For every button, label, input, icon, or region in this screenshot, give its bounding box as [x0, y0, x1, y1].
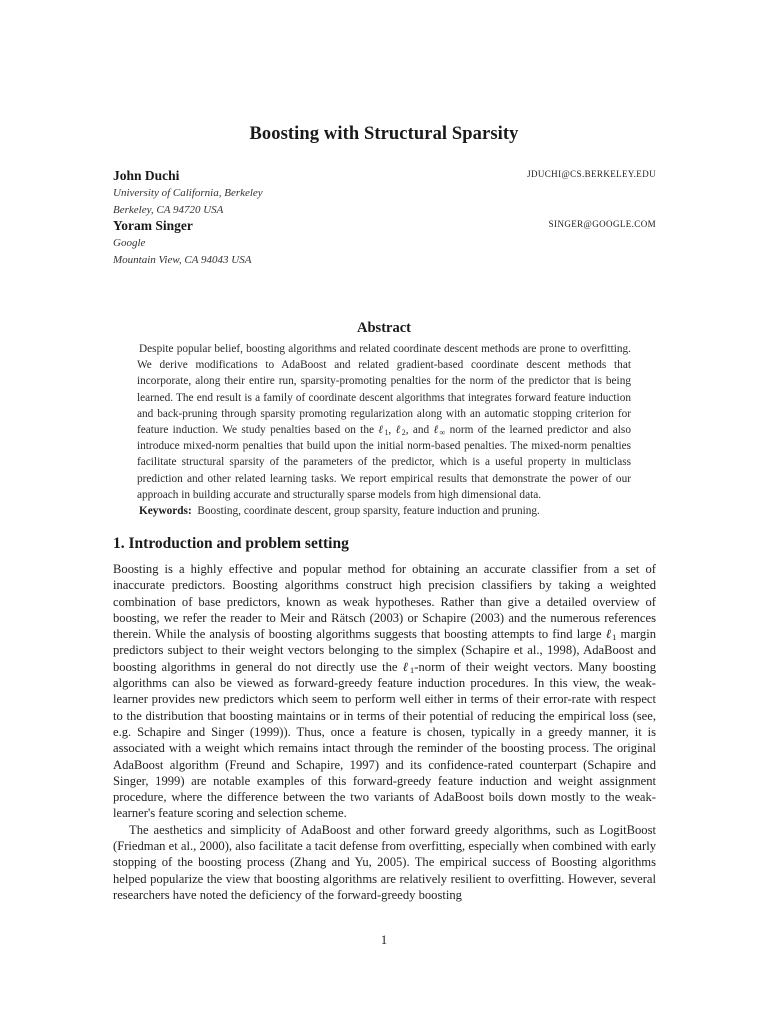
ell-symbol: ℓ — [402, 659, 410, 674]
paragraph-text: margin predictors subject to their weight vectors belonging to the simplex (Schapire et al., 1998), AdaBoost and boosting algorithms in general do not directly use the — [113, 627, 656, 674]
page-number: 1 — [380, 933, 388, 947]
keywords — [137, 503, 631, 519]
paragraph: The aesthetics and simplicity of AdaBoost and other forward greedy algorithms, such as LogitBoost (Friedman et al., 2000), also facilitate a tacit defense from overfitting, especially when combined with early stopping of the boosting process (Zhang and Yu, 2005). The empirical success of Boosting algorithms helped popularize the view that boosting algorithms are relatively resilient to overfitting. However, several researchers have noted the deficiency of the forward-greedy boosting — [113, 822, 656, 902]
author-affiliation: Google — [113, 237, 146, 249]
paragraph-text: Boosting is a highly effective and popular method for obtaining an accurate classifier from a set of inaccurate predictors. Boosting algorithms construct high precision classifiers by taking a weighted combination of base predictors, known as weak hypotheses. Rather than give a detailed overview of boosting, we refer the reader to Meir and Rätsch (2003) or Schapire (2003) and the numerous references therein. While the analysis of boosting algorithms suggests that boosting attempts to find large — [113, 562, 656, 642]
section-body — [113, 561, 656, 903]
subscript: 1 — [384, 428, 389, 438]
abstract-heading: Abstract — [357, 320, 411, 336]
ell-symbol: ℓ — [395, 424, 402, 437]
subscript: 1 — [612, 632, 617, 643]
subscript: 1 — [409, 664, 415, 675]
author-address: Berkeley, CA 94720 USA — [113, 204, 224, 216]
abstract-text — [137, 341, 631, 503]
keywords-label: Keywords: — [139, 505, 192, 518]
author-name: John Duchi — [113, 168, 180, 183]
abstract-text-part: norm of the learned predictor and also introduce mixed-norm penalties that build upon the initial norm-based penalties. The mixed-norm penalties facilitate structural sparsity of the parameters of the predictor, which is a useful property in multiclass prediction and other related learning tasks. We report empirical results that demonstrate the power of our approach in building accurate and structurally sparse models from high dimensional data. — [137, 424, 631, 501]
paper-title: Boosting with Structural Sparsity — [249, 124, 519, 144]
paragraph — [113, 561, 656, 822]
abstract-body — [137, 341, 631, 519]
ell-symbol: ℓ — [605, 627, 613, 642]
subscript: ∞ — [439, 428, 446, 438]
subscript: 2 — [401, 428, 406, 438]
author-name: Yoram Singer — [113, 218, 193, 233]
separator: , — [388, 424, 396, 437]
ell-symbol: ℓ — [378, 424, 385, 437]
author-block-singer — [113, 217, 656, 269]
author-email[interactable]: JDUCHI@CS.BERKELEY.EDU — [527, 169, 656, 179]
section-heading: 1. Introduction and problem setting — [113, 535, 349, 552]
abstract-text-part: Despite popular belief, boosting algorithms and related coordinate descent methods are prone to overfitting. We derive modifications to AdaBoost and related gradient-based coordinate descent methods that incorporate, along their entire run, sparsity-promoting penalties for the norm of the predictor that is being learned. The end result is a family of coordinate descent algorithms that integrates forward feature induction and back-pruning through sparsity promoting regularization along with an automatic stopping criterion for feature induction. We study penalties based on the — [137, 343, 631, 437]
ell-symbol: ℓ — [433, 424, 440, 437]
separator: , and — [405, 424, 434, 437]
keywords-list: Boosting, coordinate descent, group sparsity, feature induction and pruning. — [197, 505, 540, 518]
author-email[interactable]: SINGER@GOOGLE.COM — [548, 219, 656, 229]
author-address: Mountain View, CA 94043 USA — [113, 254, 252, 266]
paragraph-text: -norm of their weight vectors. Many boosting algorithms can also be viewed as forward-greedy feature induction procedures. In this view, the weak-learner provides new predictors which seem to perform well either in terms of their error-rate with respect to the distribution that boosting maintains or in terms of their potential of reducing the empirical loss (see, e.g. Schapire and Singer (1999)). Thus, once a feature is chosen, typically in a greedy manner, it is associated with a weight which remains intact through the reminder of the boosting process. The original AdaBoost algorithm (Freund and Schapire, 1997) and its confidence-rated counterpart (Schapire and Singer, 1999) are notable examples of this forward-greedy feature induction and weight assignment procedure, where the difference between the two variants of AdaBoost boils down mostly to the weak-learner's feature scoring and selection scheme. — [113, 659, 656, 821]
author-affiliation: University of California, Berkeley — [113, 187, 263, 199]
author-block-duchi — [113, 167, 656, 219]
